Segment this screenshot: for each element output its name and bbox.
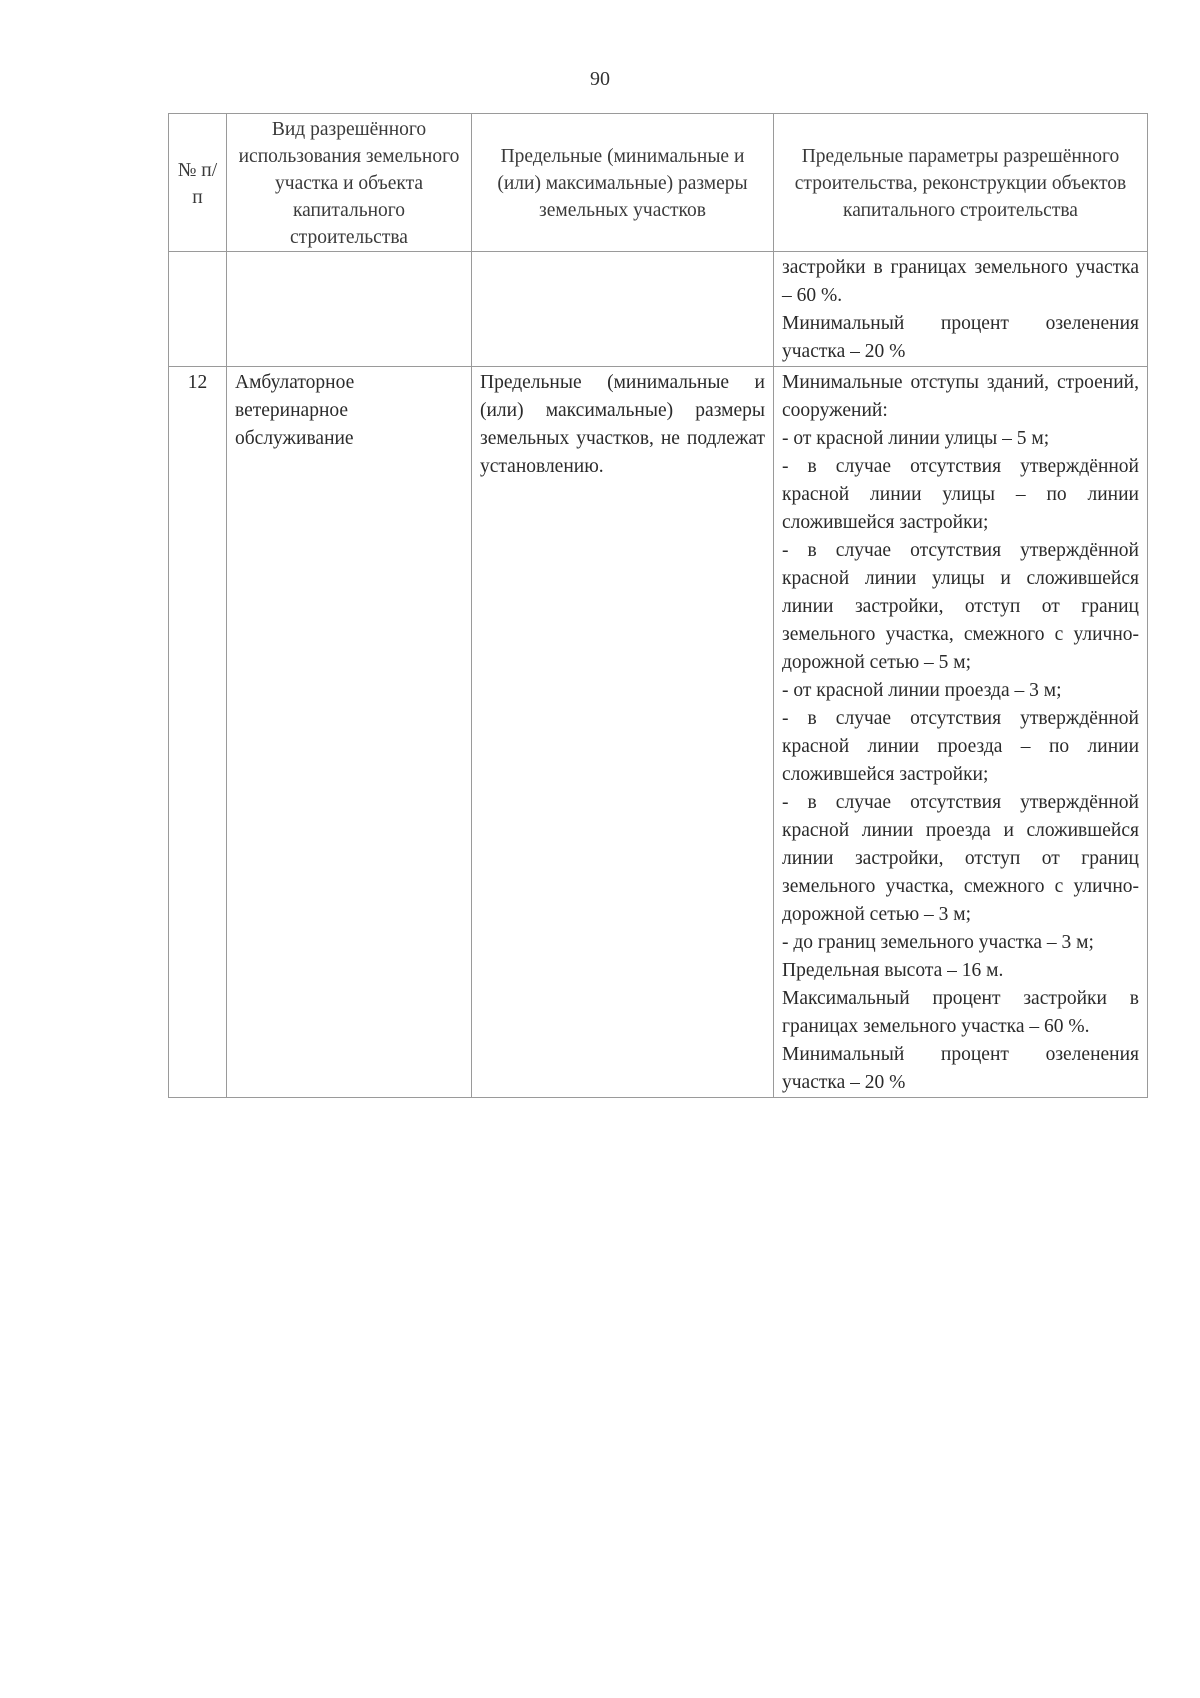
cell-plot-size: Предельные (минимальные и (или) максимальные) размеры земельных участков, не подлежат установлению. <box>472 367 774 1098</box>
param-line: - в случае отсутствия утверждённой красной линии проезда и сложившейся линии застройки, отступ от границ земельного участка, смежного с улично-дорожной сетью – 3 м; <box>782 792 1139 925</box>
table-header-row <box>169 114 1148 252</box>
param-line: Максимальный процент застройки в границах земельного участка – 60 %. <box>782 988 1139 1037</box>
cell-use-type <box>227 252 472 367</box>
param-line: застройки в границах земельного участка – 60 %. <box>782 257 1139 306</box>
header-construction-params: Предельные параметры разрешённого строительства, реконструкции объектов капитального строительства <box>774 114 1148 252</box>
param-line: - от красной линии улицы – 5 м; <box>782 428 1050 449</box>
param-line: - от красной линии проезда – 3 м; <box>782 680 1062 701</box>
cell-construction-params <box>774 252 1148 367</box>
cell-num <box>169 252 227 367</box>
header-plot-size: Предельные (минимальные и (или) максимальные) размеры земельных участков <box>472 114 774 252</box>
cell-plot-size <box>472 252 774 367</box>
param-line: Минимальный процент озеленения участка – 20 % <box>782 313 1139 362</box>
cell-num: 12 <box>169 367 227 1098</box>
param-line: Минимальные отступы зданий, строений, сооружений: <box>782 372 1139 421</box>
param-line: Предельная высота – 16 м. <box>782 960 1004 981</box>
cell-use-type: Амбулаторное ветеринарное обслуживание <box>227 367 472 1098</box>
header-use-type: Вид разрешённого использования земельного участка и объекта капитального строительства <box>227 114 472 252</box>
param-line: - до границ земельного участка – 3 м; <box>782 932 1094 953</box>
param-line: - в случае отсутствия утверждённой красной линии улицы и сложившейся линии застройки, отступ от границ земельного участка, смежного с улично-дорожной сетью – 5 м; <box>782 540 1139 673</box>
table-row <box>169 252 1148 367</box>
cell-construction-params <box>774 367 1148 1098</box>
param-line: Минимальный процент озеленения участка – 20 % <box>782 1044 1139 1093</box>
param-line: - в случае отсутствия утверждённой красной линии улицы – по линии сложившейся застройки; <box>782 456 1139 533</box>
page-number: 90 <box>590 68 610 90</box>
param-line: - в случае отсутствия утверждённой красной линии проезда – по линии сложившейся застройки; <box>782 708 1139 785</box>
header-num: № п/п <box>169 114 227 252</box>
table-row <box>169 367 1148 1098</box>
regulations-table <box>168 113 1148 1098</box>
